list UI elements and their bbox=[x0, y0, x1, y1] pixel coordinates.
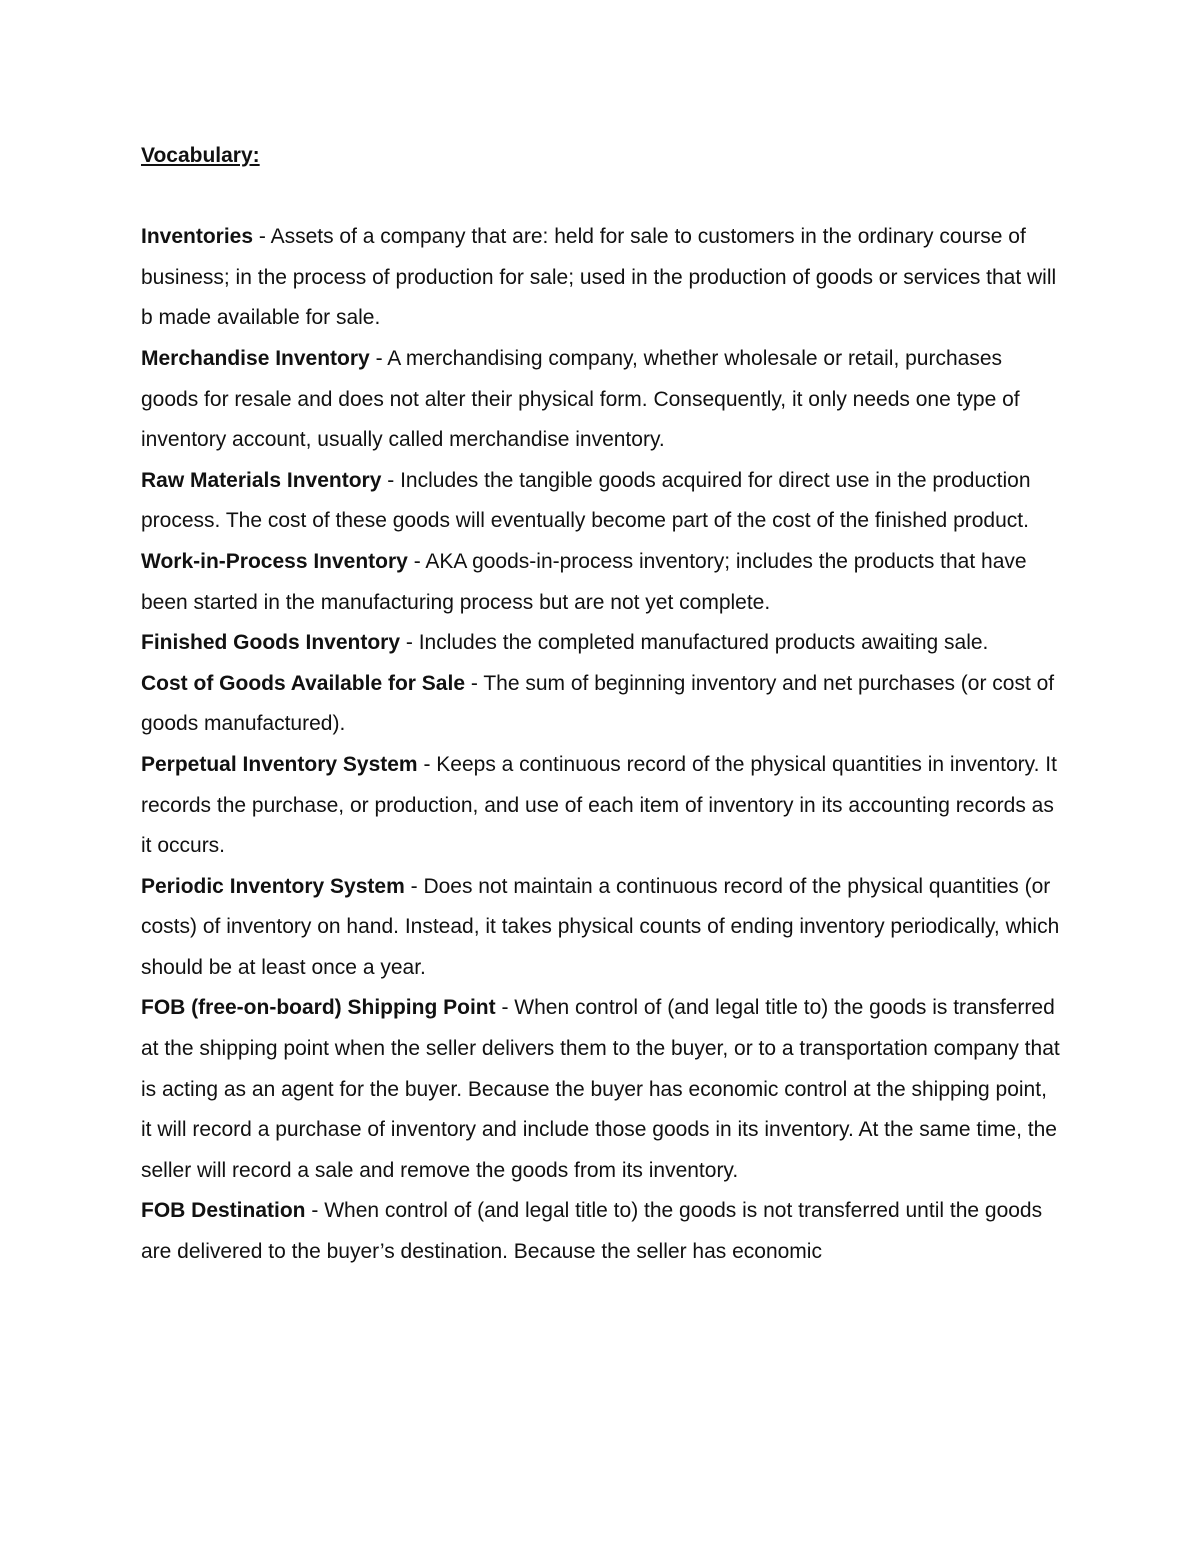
vocab-definition: Includes the completed manufactured products awaiting sale. bbox=[418, 631, 989, 655]
vocab-definition: The sum of beginning inventory and net purchases (or cost of goods manufactured). bbox=[141, 671, 1055, 736]
vocab-term: Periodic Inventory System bbox=[141, 874, 405, 898]
vocab-entry-fob-destination bbox=[141, 1191, 1061, 1272]
vocab-definition: When control of (and legal title to) the goods is transferred at the shipping point when the seller delivers them to the buyer, or to a transportation company that is acting as an agent for the buyer. Because the buyer has economic control at the shipping point, it will record a purchase of inventory and include those goods in its inventory. At the same time, the seller will record a sale and remove the goods from its inventory. bbox=[141, 996, 1060, 1182]
vocab-term: Cost of Goods Available for Sale bbox=[141, 671, 466, 695]
document-body bbox=[141, 136, 1061, 1273]
vocab-term: Perpetual Inventory System bbox=[141, 752, 418, 776]
vocab-entry-merchandise-inventory bbox=[141, 339, 1061, 461]
vocab-term: FOB (free-on-board) Shipping Point bbox=[141, 996, 496, 1020]
vocab-entry-cost-of-goods-available bbox=[141, 664, 1061, 745]
term-separator: - bbox=[495, 996, 515, 1020]
vocab-entry-finished-goods-inventory bbox=[141, 623, 1061, 664]
term-separator: - bbox=[305, 1199, 325, 1223]
vocab-term: Inventories bbox=[141, 225, 254, 249]
vocab-definition: Includes the tangible goods acquired for direct use in the production process. The cost of these goods will eventually become part of the cost of the finished product. bbox=[141, 468, 1031, 533]
term-separator: - bbox=[369, 346, 388, 370]
vocab-definition: A merchandising company, whether wholesale or retail, purchases goods for resale and does not alter their physical form. Consequently, it only needs one type of inventory account, usually called merchandise inventory. bbox=[141, 346, 1020, 452]
term-separator: - bbox=[407, 549, 426, 573]
vocab-definition: When control of (and legal title to) the goods is not transferred until the goods are delivered to the buyer’s destination. Because the seller has economic bbox=[141, 1199, 1043, 1264]
term-separator: - bbox=[253, 225, 271, 249]
vocab-entry-fob-shipping-point bbox=[141, 988, 1061, 1191]
vocab-definition: AKA goods-in-process inventory; includes the products that have been started in the manufacturing process but are not yet complete. bbox=[141, 549, 1027, 614]
term-separator: - bbox=[404, 874, 424, 898]
vocab-entry-work-in-process-inventory bbox=[141, 542, 1061, 623]
vocab-term: Work-in-Process Inventory bbox=[141, 549, 408, 573]
vocab-term: FOB Destination bbox=[141, 1199, 306, 1223]
term-separator: - bbox=[465, 671, 484, 695]
term-separator: - bbox=[417, 752, 437, 776]
vocab-entry-raw-materials-inventory bbox=[141, 461, 1061, 542]
vocab-term: Raw Materials Inventory bbox=[141, 468, 382, 492]
vocab-definition: Assets of a company that are: held for sale to customers in the ordinary course of business; in the process of production for sale; used in the production of goods or services that will b made available for sale. bbox=[141, 225, 1057, 330]
vocab-term: Merchandise Inventory bbox=[141, 346, 370, 370]
vocab-term: Finished Goods Inventory bbox=[141, 631, 401, 655]
vocabulary-heading: Vocabulary: bbox=[141, 144, 260, 167]
term-separator: - bbox=[381, 468, 401, 492]
vocab-entry-perpetual-inventory-system bbox=[141, 745, 1061, 867]
vocab-entry-periodic-inventory-system bbox=[141, 867, 1061, 989]
vocab-definition: Does not maintain a continuous record of the physical quantities (or costs) of inventory on hand. Instead, it takes physical counts of ending inventory periodically, which should be at least once a year. bbox=[141, 874, 1060, 979]
term-separator: - bbox=[400, 631, 419, 655]
vocab-definition: Keeps a continuous record of the physical quantities in inventory. It records the purchase, or production, and use of each item of inventory in its accounting records as it occurs. bbox=[141, 752, 1057, 858]
vocab-entry-inventories bbox=[141, 217, 1061, 339]
